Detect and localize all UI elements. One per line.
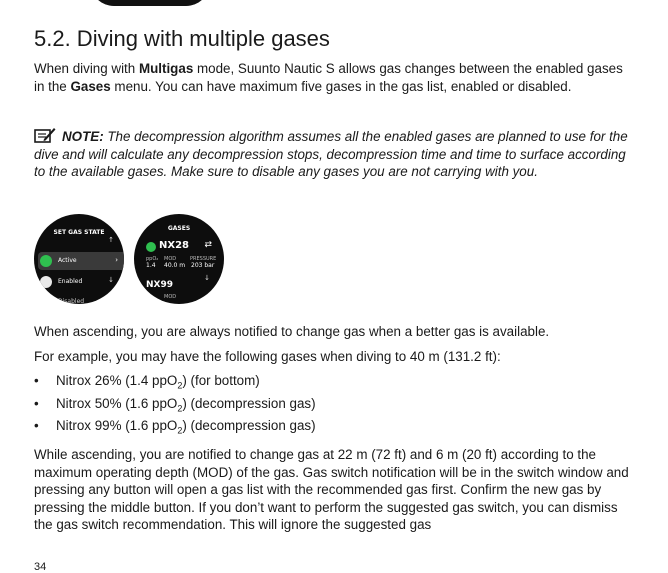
down-arrow-icon: ↓ [204, 274, 210, 282]
multigas-term: Multigas [138, 61, 194, 76]
previous-watch-image-edge [90, 0, 210, 6]
example-paragraph: For example, you may have the following gases when diving to 40 m (131.2 ft): [34, 349, 501, 364]
watch-gases-image: GASES NX28 ⇄ ppO₂ MOD PRESSURE 1.4 40.0 m 203 bar ↓ NX99 MOD [134, 214, 224, 304]
ascending-paragraph: When ascending, you are always notified to change gas when a better gas is available. [34, 324, 550, 339]
watch-set-gas-state-image: SET GAS STATE ↑ Active › Enabled ↓ Disabled [34, 214, 124, 304]
note-label: NOTE: [62, 129, 104, 144]
chevron-right-icon: › [115, 256, 118, 264]
gases-term: Gases [70, 78, 111, 94]
gas-list [34, 372, 316, 440]
page-number: 34 [34, 561, 47, 573]
list-item: • Nitrox 50% (1.6 ppO$_2$) (decompression gas) [34, 395, 316, 418]
option-enabled-row: Enabled ↓ [34, 274, 124, 290]
active-icon [40, 255, 52, 267]
down-arrow-icon: ↓ [108, 276, 114, 284]
swap-icon: ⇄ [204, 240, 212, 250]
section-title: 5.2. Diving with multiple gases [34, 26, 330, 51]
note-paragraph: NOTE: The decompression algorithm assumes all the enabled gases are planned to use for the dive and will calculate any decompression stops, decompression time and time to surface according to the available gases. Make sure to disable any gases you are not carrying with you. [34, 126, 634, 181]
enabled-icon [40, 276, 52, 288]
intro-paragraph: When diving with Multigas mode, Suunto Nautic S allows gas changes between the enabled gases in the Gases menu. You can have maximum five gases in the gas list, enabled or disabled. [34, 61, 623, 94]
option-active-row: Active › [38, 252, 124, 270]
note-icon [34, 126, 56, 144]
check-icon [146, 242, 156, 252]
gas-switch-paragraph: While ascending, you are notified to change gas at 22 m (72 ft) and 6 m (20 ft) according to the maximum operating depth (MOD) of the gas. Gas switch notification will be in the switch window and pressing any button will open a gas list with the recommended gas first. Confirm the new gas by pressing the middle button. If you don’t want to perform the suggested gas switch, you can dismiss the gas switch recommendation. This will ignore the suggested gas [34, 447, 629, 533]
list-item: • Nitrox 99% (1.6 ppO$_2$) (decompression gas) [34, 417, 316, 440]
list-item: • Nitrox 26% (1.4 ppO$_2$) (for bottom) [34, 372, 316, 395]
up-arrow-icon: ↑ [108, 236, 114, 244]
